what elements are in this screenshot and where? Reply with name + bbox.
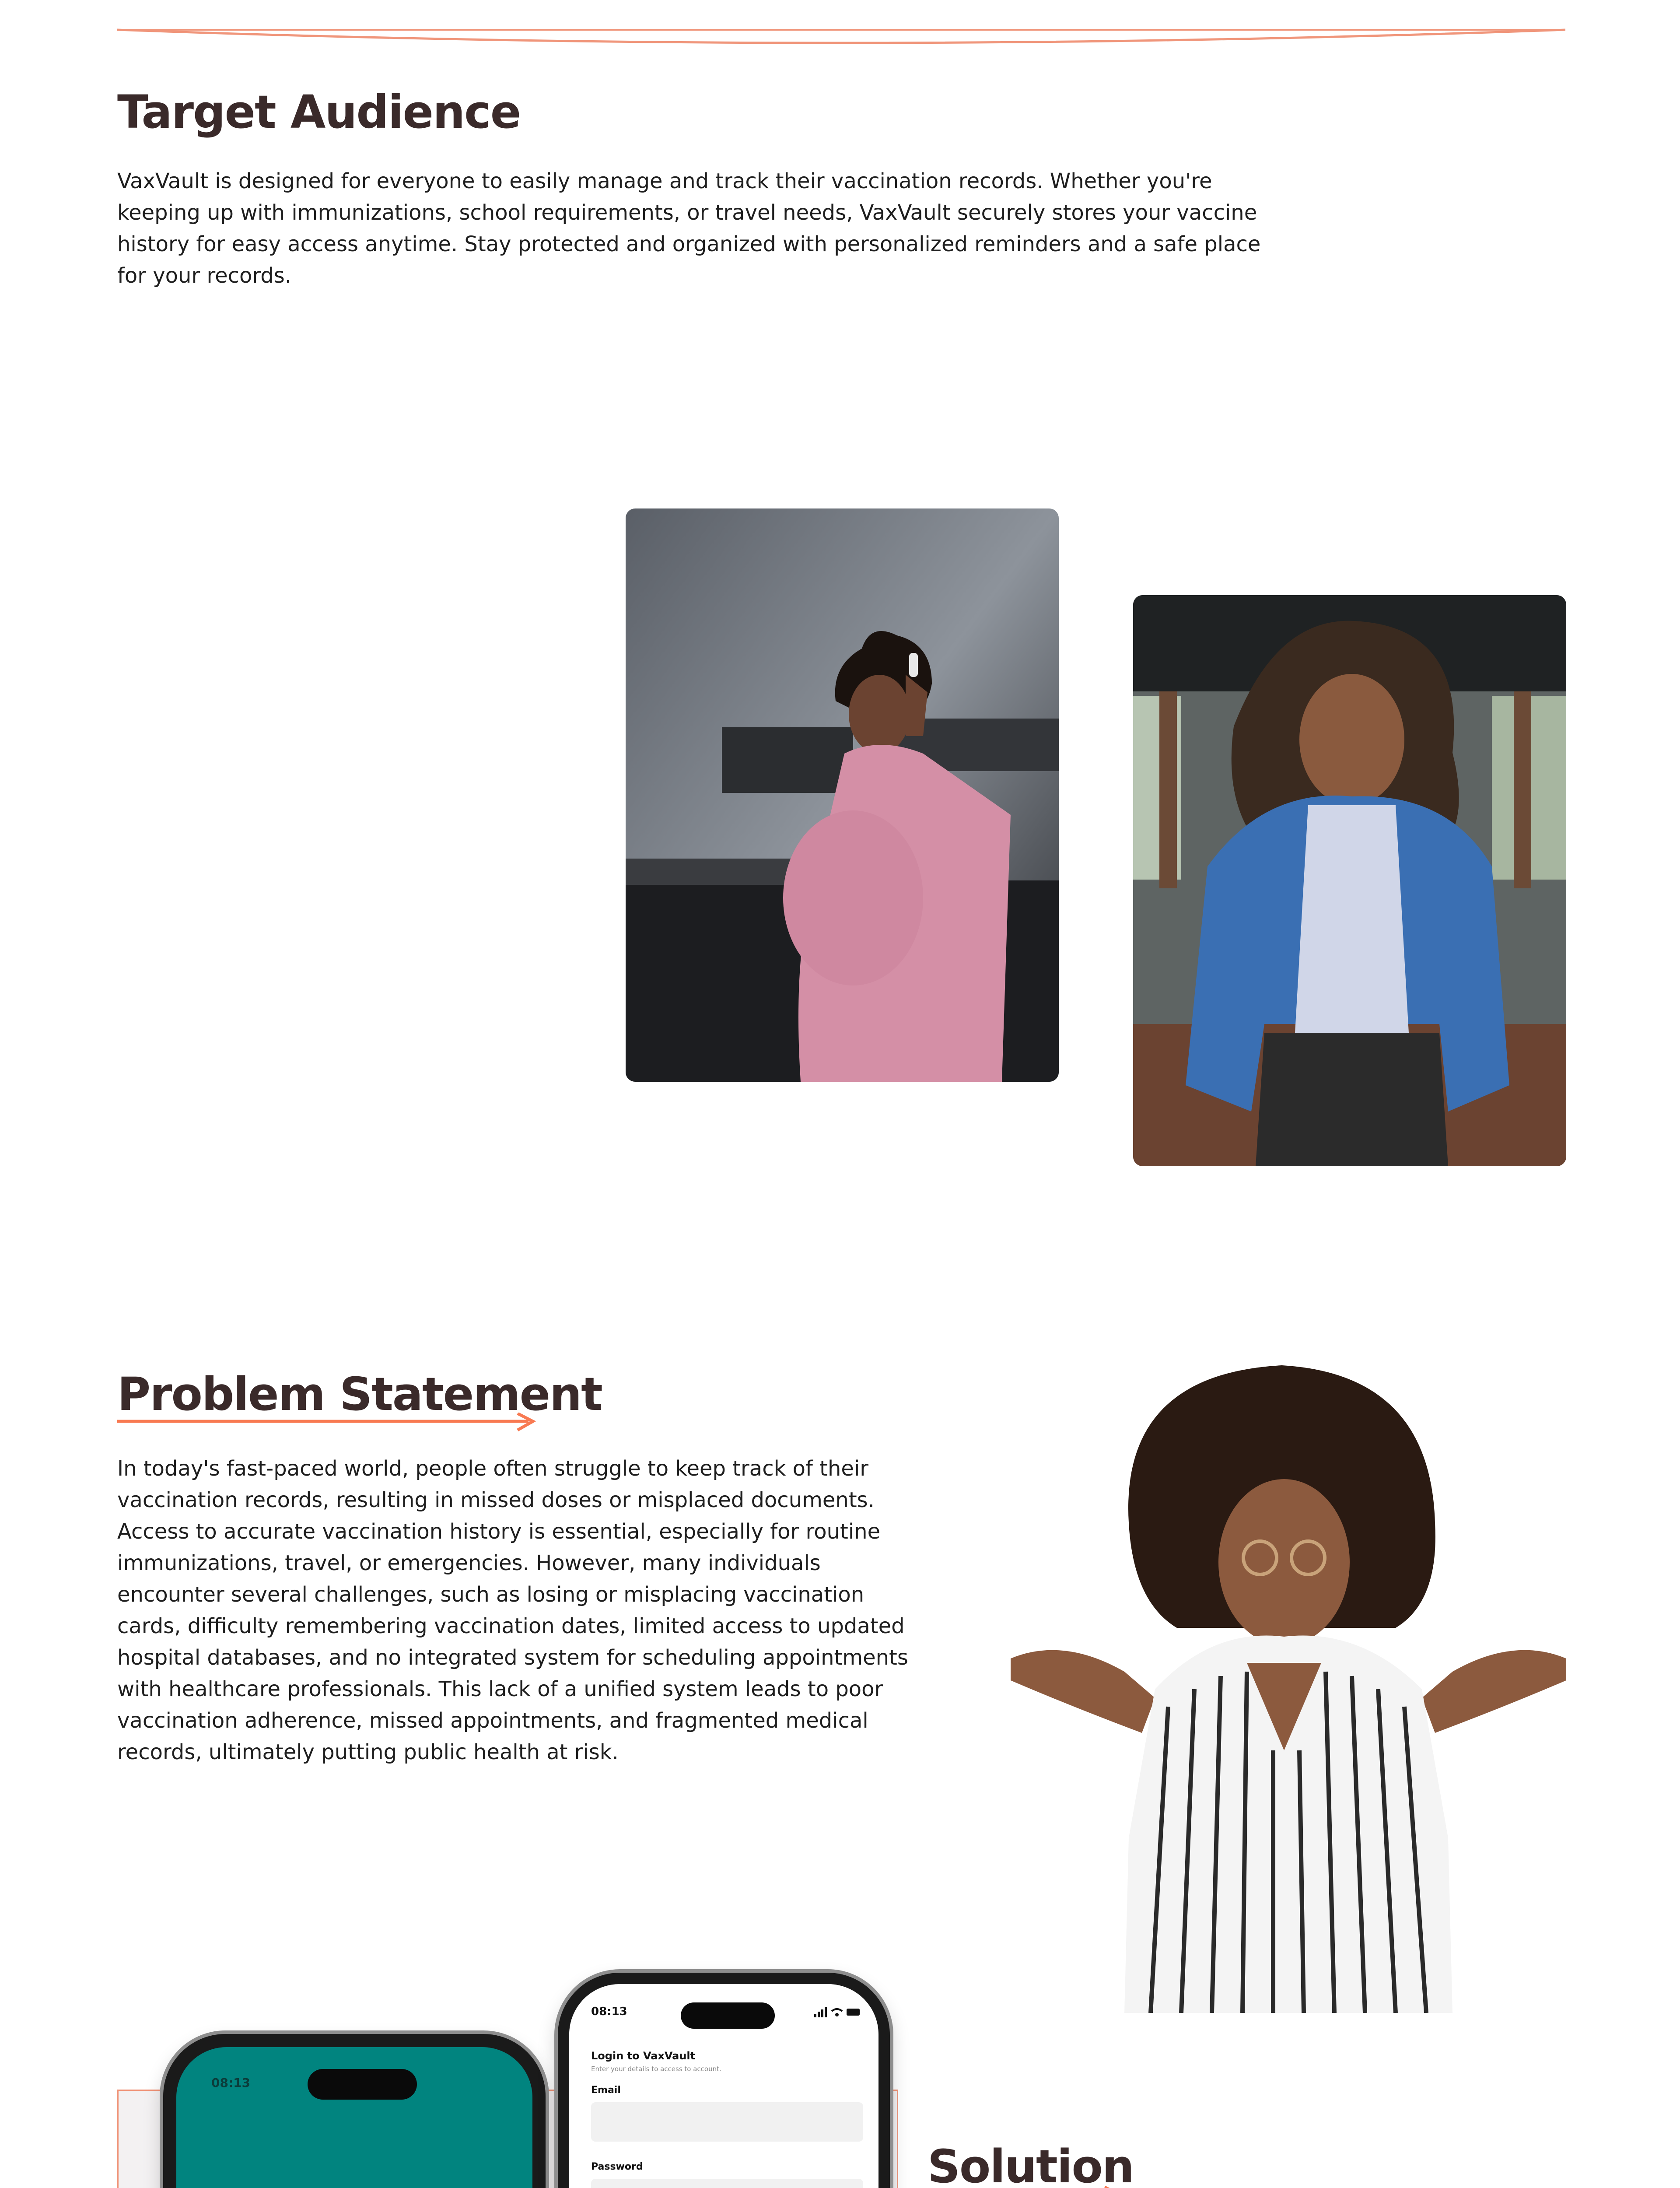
solution-title: Solution (928, 2140, 1134, 2188)
woman-blue-jacket-photo (1133, 595, 1566, 1166)
problem-statement-title: Problem Statement (117, 1368, 602, 1421)
signal-wifi-battery-icon (814, 2006, 862, 2021)
dynamic-island (681, 2002, 775, 2029)
pregnant-woman-photo (626, 508, 1059, 1082)
dynamic-island (308, 2069, 417, 2100)
status-time: 08:13 (211, 2076, 251, 2090)
password-label: Password (591, 2161, 643, 2172)
underline-arrow-icon (117, 1413, 537, 1434)
login-screen (569, 1984, 878, 2188)
status-time: 08:13 (591, 2005, 627, 2018)
email-label: Email (591, 2085, 621, 2096)
login-title: Login to VaxVault (591, 2050, 696, 2062)
decorative-curve (117, 25, 1565, 52)
target-audience-text: VaxVault is designed for everyone to easily manage and track their vaccination records. Whether you're keeping up with immunizations, school requirements, or travel needs, VaxVault securely stores your vaccine history for easy access anytime. Stay protected and organized with personalized reminders and a safe place for your records. (117, 169, 1261, 288)
splash-screen (176, 2047, 532, 2188)
target-audience-title: Target Audience (117, 85, 521, 139)
splash-phone-mockup (160, 2030, 549, 2188)
email-field[interactable] (591, 2102, 863, 2142)
login-phone-mockup (554, 1969, 893, 2188)
shrugging-woman-photo (1011, 1357, 1566, 2013)
problem-statement-text: In today's fast-paced world, people often struggle to keep track of their vaccination records, resulting in missed doses or misplaced documents. Access to accurate vaccination history is essential, especially for routine immunizations, travel, or emergencies. However, many individuals encounter several challenges, such as losing or misplacing vaccination cards, difficulty remembering vaccination dates, limited access to updated hospital databases, and no integrated system for scheduling appointments with healthcare professionals. This lack of a unified system leads to poor vaccination adherence, missed appointments, and fragmented medical records, ultimately putting public health at risk. (117, 1456, 908, 1764)
underline-arrow-icon (928, 2186, 1124, 2188)
password-field[interactable] (591, 2179, 863, 2188)
login-subtitle: Enter your details to access to account. (591, 2065, 721, 2073)
